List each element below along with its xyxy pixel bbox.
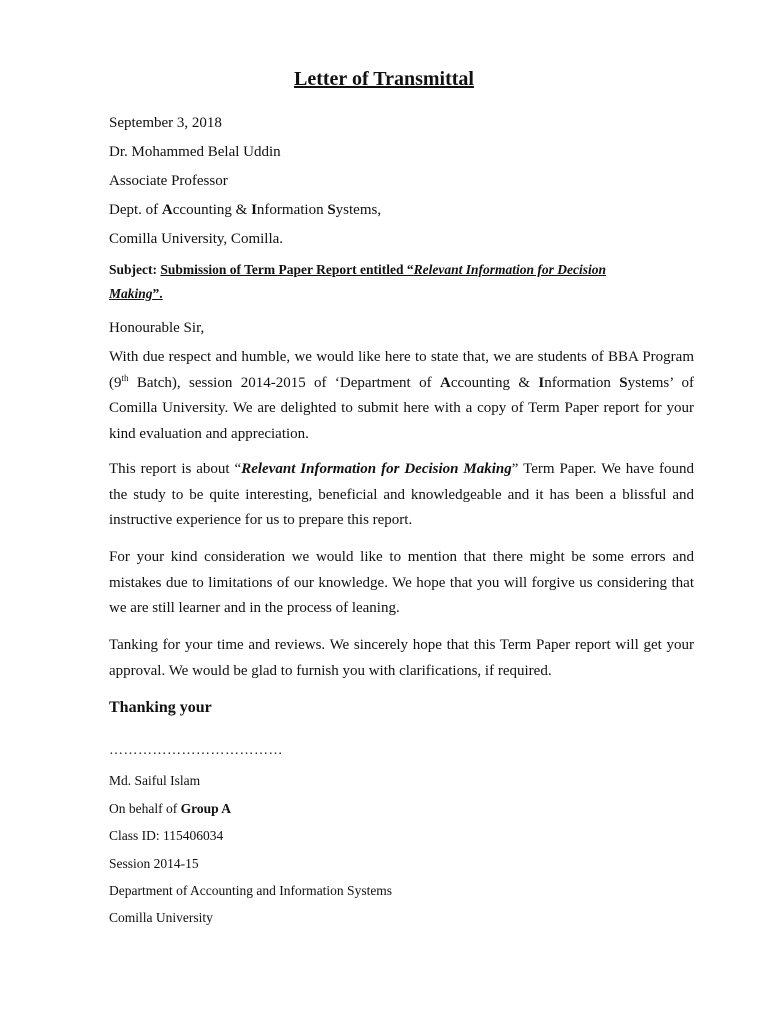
sender-name: Md. Saiful Islam — [109, 773, 201, 788]
subject-label: Subject: — [109, 262, 157, 277]
recipient-position: Associate Professor — [109, 173, 228, 189]
letter-date: September 3, 2018 — [109, 115, 222, 131]
paragraph-3: For your kind consideration we would like to mention that there might be some errors and mistakes due to limitations of our knowledge. We hope that you will forgive us considering that we are still learner and in the process of leaning. — [109, 549, 694, 616]
sender-session: Session 2014-15 — [109, 856, 199, 871]
subject-line — [109, 258, 657, 306]
sender-university: Comilla University — [109, 910, 213, 925]
subject-text: Submission of Term Paper Report entitled “Relevant Information for Decision Making”. — [109, 262, 607, 301]
salutation: Honourable Sir, — [109, 320, 205, 336]
closing-line: Thanking your — [109, 699, 212, 716]
sender-group: On behalf of Group A — [109, 801, 232, 816]
paragraph-2: This report is about “Relevant Information for Decision Making” Term Paper. We have found the study to be quite interesting, beneficial and knowledgeable and it has been a blissful and instructive experience for us to prepare this report. — [109, 461, 694, 528]
recipient-address: Comilla University, Comilla. — [109, 231, 284, 247]
sender-department: Department of Accounting and Information Systems — [109, 883, 393, 898]
sender-class-id: Class ID: 115406034 — [109, 828, 224, 843]
letter-title: Letter of Transmittal — [294, 68, 474, 90]
report-title: Relevant Information for Decision Making — [241, 461, 512, 477]
subject-report-title: Relevant Information for Decision Making — [109, 262, 607, 301]
recipient-name: Dr. Mohammed Belal Uddin — [109, 144, 281, 160]
recipient-department: Dept. of Accounting & Information Systems, — [109, 202, 382, 218]
paragraph-4: Tanking for your time and reviews. We sincerely hope that this Term Paper report will get your approval. We would be glad to furnish you with clarifications, if required. — [109, 637, 694, 679]
signature-line: ……………………………… — [109, 743, 283, 758]
paragraph-1: With due respect and humble, we would like here to state that, we are students of BBA Program (9th Batch), session 2014-2015 of ‘Department of Accounting & Information Systems’ of Comilla University. We are delighted to submit here with a copy of Term Paper report for your kind evaluation and appreciation. — [109, 349, 695, 442]
